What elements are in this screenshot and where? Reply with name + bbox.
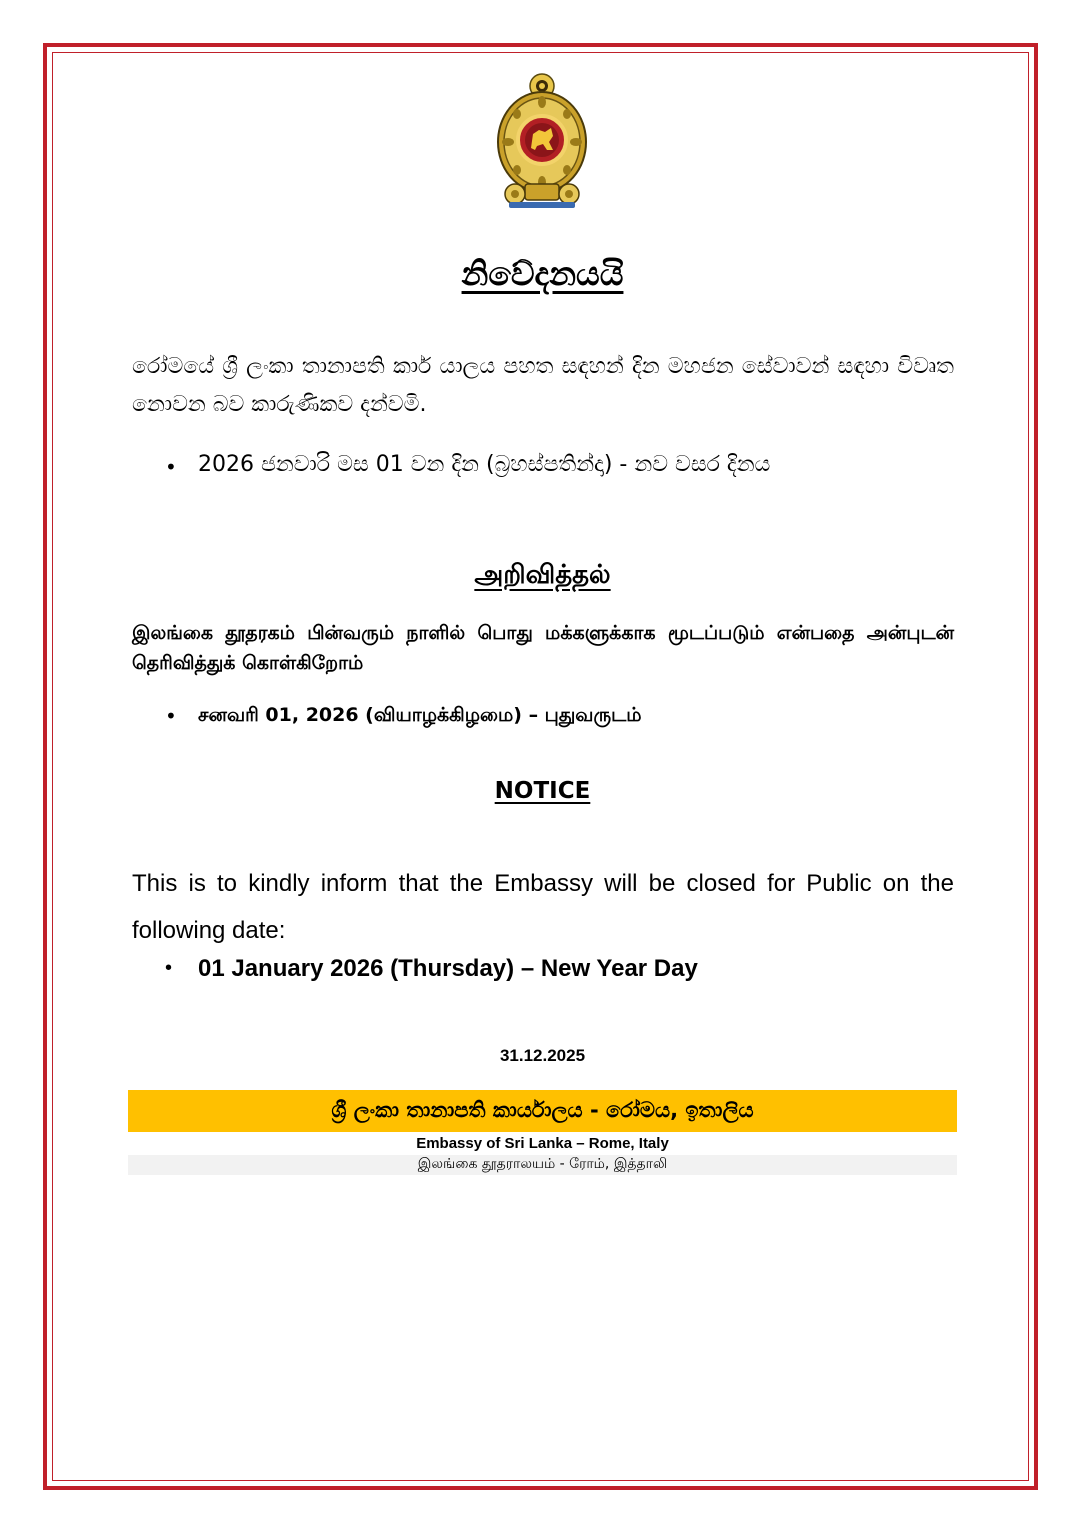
bullet-icon: • bbox=[165, 455, 177, 479]
footer-tamil-name: இலங்கை தூதராலயம் - ரோம், இத்தாலி bbox=[417, 1156, 668, 1172]
footer-english-name: Embassy of Sri Lanka – Rome, Italy bbox=[416, 1135, 669, 1152]
english-title: NOTICE bbox=[494, 778, 591, 804]
sinhala-paragraph: රෝමයේ ශ්‍රී ලංකා තානාපති කාර් යාලය පහත සඳහන් දින මහජන සේවාවන් සඳහා විවෘත නොවන බව කාරුණිකව දන්වමි. bbox=[132, 354, 954, 417]
sinhala-bullet-text: 2026 ජනවාරි මස 01 වන දින (බ්‍රහස්පතින්දා) - නව වසර දිනය bbox=[198, 452, 771, 477]
sri-lanka-national-emblem-icon bbox=[495, 72, 589, 210]
tamil-paragraph: இலங்கை தூதரகம் பின்வரும் நாளில் பொது மக்களுக்காக மூடப்படும் என்பதை அன்புடன் தெரிவித்துக் கொள்கிறோம் bbox=[132, 622, 954, 674]
footer-banner bbox=[128, 1090, 957, 1132]
tamil-title: அறிவித்தல் bbox=[474, 560, 611, 590]
footer-sinhala-name: ශ්‍රී ලංකා තානාපති කාර්යාලය - රෝමය, ඉතාලිය bbox=[331, 1098, 754, 1122]
sinhala-title: නිවේදනයයි bbox=[461, 254, 624, 293]
bullet-icon: • bbox=[165, 957, 173, 979]
notice-date: 31.12.2025 bbox=[499, 1046, 586, 1065]
tamil-bullet-text: சனவரி 01, 2026 (வியாழக்கிழமை) – புதுவருடம் bbox=[198, 704, 642, 726]
english-bullet-text: 01 January 2026 (Thursday) – New Year Day bbox=[198, 955, 698, 982]
english-paragraph: This is to kindly inform that the Embassy will be closed for Public on the following date: bbox=[132, 870, 954, 944]
bullet-icon: • bbox=[165, 704, 177, 728]
footer-tamil-banner bbox=[128, 1155, 957, 1175]
